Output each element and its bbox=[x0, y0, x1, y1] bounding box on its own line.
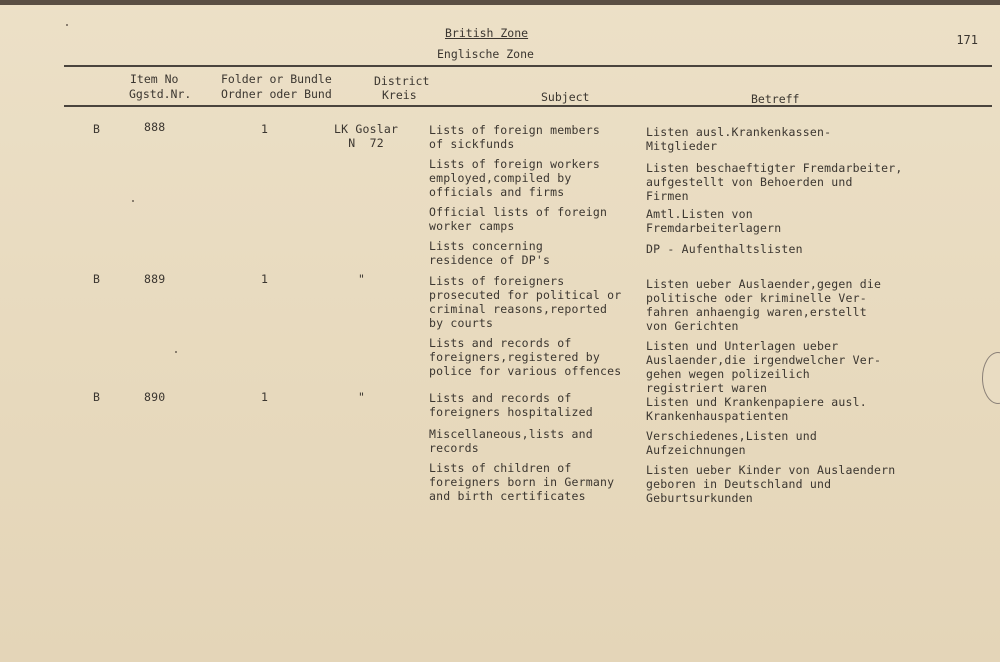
row-folder: 1 bbox=[261, 122, 269, 136]
row-betreff: Listen ausl.Krankenkassen- Mitglieder bbox=[646, 125, 832, 153]
paper-speck bbox=[132, 200, 134, 202]
header-top-rule bbox=[64, 65, 992, 67]
col-district-de: Kreis bbox=[382, 88, 417, 102]
row-subject: Lists and records of foreigners hospitalized bbox=[429, 391, 593, 419]
row-subject: Lists of foreigners prosecuted for political or criminal reasons,reported by courts bbox=[429, 274, 622, 330]
row-betreff: DP - Aufenthaltslisten bbox=[646, 242, 803, 256]
row-district: " bbox=[358, 272, 366, 286]
zone-title-en: British Zone bbox=[445, 26, 529, 40]
row-prefix: B bbox=[93, 272, 101, 286]
col-folder-de: Ordner oder Bund bbox=[221, 87, 332, 101]
row-betreff: Listen ueber Auslaender,gegen die politische oder kriminelle Ver- fahren anhaengig waren,erstellt von Gerichten bbox=[646, 277, 882, 333]
col-item-en: Item No bbox=[130, 72, 179, 86]
zone-title-de: Englische Zone bbox=[437, 47, 534, 61]
row-prefix: B bbox=[93, 390, 101, 404]
row-folder: 1 bbox=[261, 272, 269, 286]
row-item-number: 889 bbox=[144, 272, 166, 286]
header-bottom-rule bbox=[64, 105, 992, 107]
col-item-de: Ggstd.Nr. bbox=[129, 87, 192, 101]
row-subject: Lists and records of foreigners,registered by police for various offences bbox=[429, 336, 622, 378]
row-betreff: Verschiedenes,Listen und Aufzeichnungen bbox=[646, 429, 817, 457]
paper-speck bbox=[175, 351, 177, 353]
row-betreff: Listen und Krankenpapiere ausl. Krankenhauspatienten bbox=[646, 395, 867, 423]
row-subject: Official lists of foreign worker camps bbox=[429, 205, 608, 233]
row-district: " bbox=[358, 390, 366, 404]
row-betreff: Listen und Unterlagen ueber Auslaender,die irgendwelcher Ver- gehen wegen polizeilich registriert waren bbox=[646, 339, 882, 395]
row-district: LK Goslar N 72 bbox=[334, 122, 399, 150]
col-betreff: Betreff bbox=[751, 92, 800, 106]
col-folder-en: Folder or Bundle bbox=[221, 72, 332, 86]
row-betreff: Amtl.Listen von Fremdarbeiterlagern bbox=[646, 207, 782, 235]
row-betreff: Listen ueber Kinder von Auslaendern geboren in Deutschland und Geburtsurkunden bbox=[646, 463, 896, 505]
page-number: 171 bbox=[956, 33, 978, 47]
col-subject: Subject bbox=[541, 90, 590, 104]
row-subject: Miscellaneous,lists and records bbox=[429, 427, 593, 455]
page-top-edge bbox=[0, 0, 1000, 5]
row-subject: Lists concerning residence of DP's bbox=[429, 239, 551, 267]
paper-speck bbox=[66, 24, 68, 26]
row-betreff: Listen beschaeftigter Fremdarbeiter, aufgestellt von Behoerden und Firmen bbox=[646, 161, 903, 203]
binder-tab-notch bbox=[982, 352, 1000, 404]
row-subject: Lists of children of foreigners born in Germany and birth certificates bbox=[429, 461, 615, 503]
row-folder: 1 bbox=[261, 390, 269, 404]
row-subject: Lists of foreign members of sickfunds bbox=[429, 123, 600, 151]
col-district-en: District bbox=[374, 74, 430, 88]
row-subject: Lists of foreign workers employed,compiled by officials and firms bbox=[429, 157, 600, 199]
row-prefix: B bbox=[93, 122, 101, 136]
row-item-number: 890 bbox=[144, 390, 166, 404]
row-item-number: 888 bbox=[144, 120, 166, 134]
